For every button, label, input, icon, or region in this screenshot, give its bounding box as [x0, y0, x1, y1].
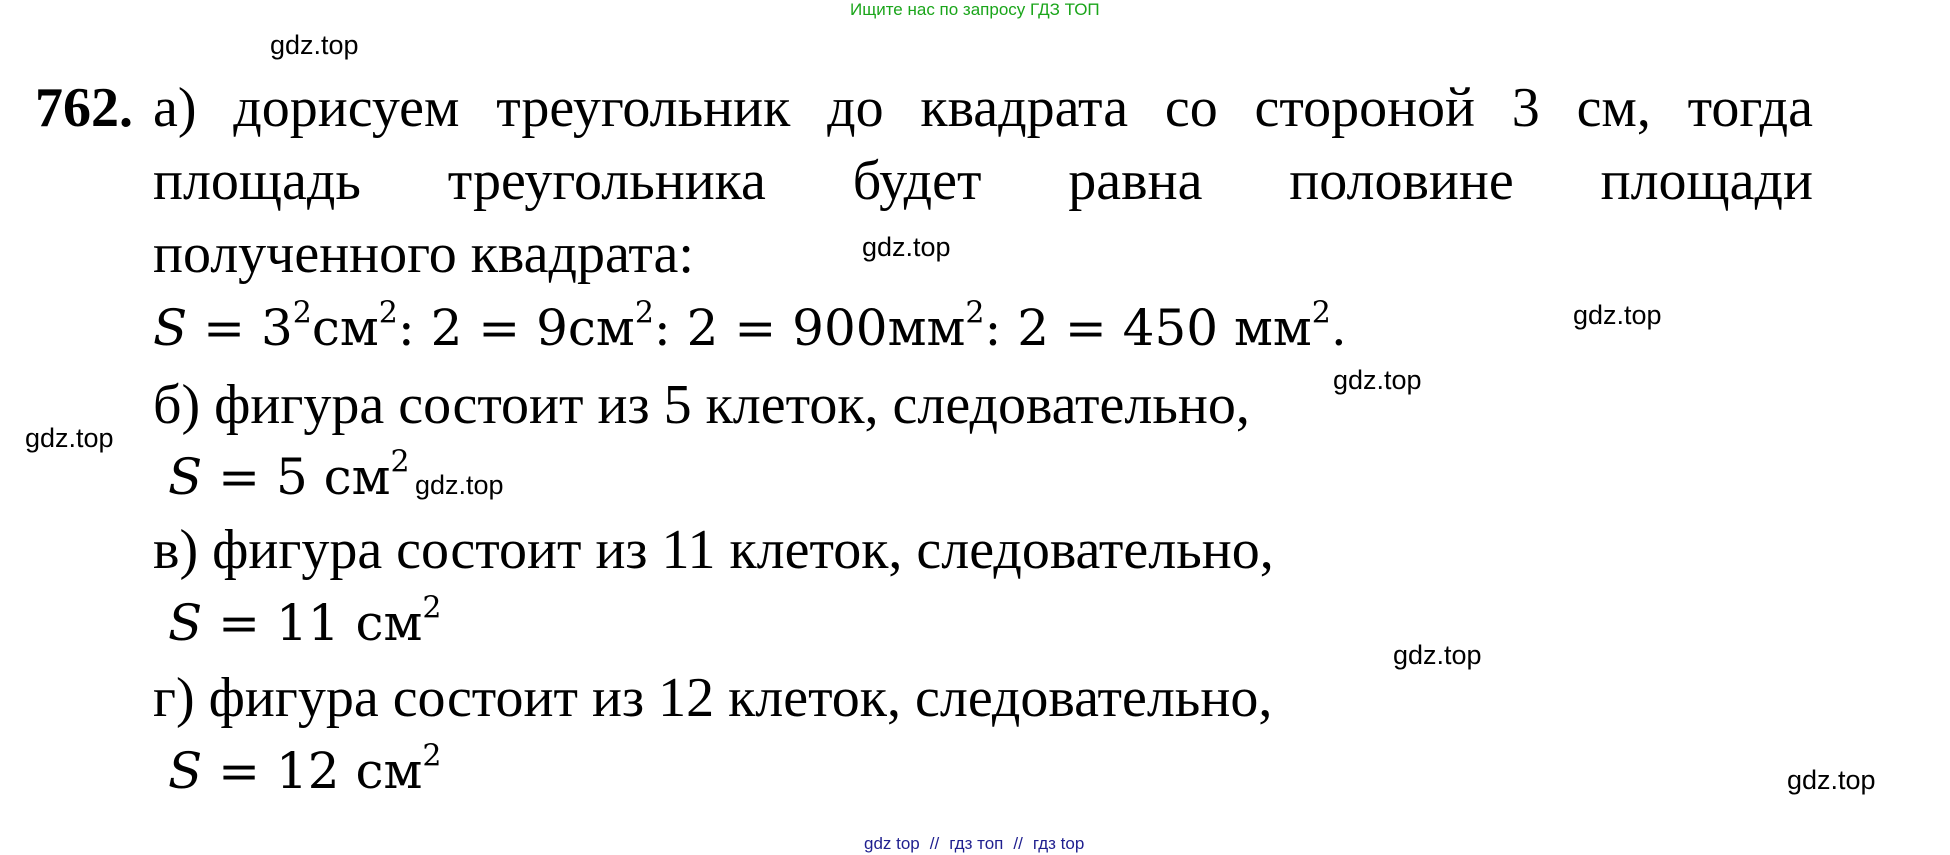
- word: см,: [1576, 77, 1651, 139]
- word: со: [1164, 77, 1218, 139]
- part-v-text: в) фигура состоит из 11 клеток, следовательно,: [153, 519, 1274, 581]
- part-a-formula: [153, 295, 1347, 357]
- formula-text: = 3: [187, 299, 293, 357]
- word: а): [153, 77, 197, 139]
- problem-number: 762.: [35, 77, 133, 139]
- part-b-text: б) фигура состоит из 5 клеток, следовательно,: [153, 374, 1250, 436]
- footer: [864, 834, 1084, 854]
- formula-text: = 11 см: [202, 594, 423, 652]
- part-a-line-1: [153, 77, 1813, 139]
- word: площадь: [153, 150, 361, 212]
- formula-text: = 12 см: [202, 742, 423, 800]
- footer-link[interactable]: гдз топ: [949, 834, 1004, 853]
- word: треугольник: [496, 77, 791, 139]
- word: стороной: [1254, 77, 1476, 139]
- word: 3: [1511, 77, 1540, 139]
- watermark: gdz.top: [1573, 300, 1662, 330]
- word: площади: [1600, 150, 1813, 212]
- exponent: 2: [390, 444, 410, 480]
- watermark: gdz.top: [1393, 640, 1482, 670]
- formula-text: : 2 = 900мм: [653, 299, 966, 357]
- word: равна: [1068, 150, 1203, 212]
- watermark: gdz.top: [1333, 365, 1422, 395]
- formula-text: см: [311, 299, 379, 357]
- word: квадрата: [920, 77, 1129, 139]
- formula-variable: S: [168, 742, 203, 800]
- formula-text: : 2 = 450 мм: [984, 299, 1312, 357]
- exponent: 2: [1311, 295, 1331, 331]
- formula-text: .: [1330, 299, 1347, 357]
- exponent: 2: [292, 295, 312, 331]
- formula-variable: S: [168, 594, 203, 652]
- exponent: 2: [634, 295, 654, 331]
- part-b-formula: [168, 444, 410, 506]
- watermark: gdz.top: [415, 470, 504, 500]
- footer-link[interactable]: gdz top: [864, 834, 920, 853]
- word: тогда: [1687, 77, 1813, 139]
- exponent: 2: [965, 295, 985, 331]
- watermark: gdz.top: [25, 423, 114, 453]
- footer-separator: //: [1013, 834, 1023, 853]
- part-a-line-3: полученного квадрата:: [153, 223, 694, 285]
- part-a-line-2: [153, 150, 1813, 212]
- footer-separator: //: [929, 834, 940, 853]
- exponent: 2: [422, 738, 442, 774]
- watermark: gdz.top: [270, 30, 359, 60]
- top-banner: Ищите нас по запросу ГДЗ ТОП: [850, 0, 1100, 19]
- part-v-formula: [168, 590, 442, 652]
- part-g-text: г) фигура состоит из 12 клеток, следовательно,: [153, 667, 1273, 729]
- watermark: gdz.top: [862, 232, 951, 262]
- formula-text: : 2 = 9см: [397, 299, 635, 357]
- part-g-formula: [168, 738, 442, 800]
- word: треугольника: [447, 150, 766, 212]
- formula-variable: S: [168, 448, 203, 506]
- exponent: 2: [378, 295, 398, 331]
- watermark: gdz.top: [1787, 765, 1876, 795]
- footer-link[interactable]: гдз top: [1032, 834, 1085, 853]
- formula-text: = 5 см: [202, 448, 391, 506]
- word: до: [827, 77, 884, 139]
- word: будет: [852, 150, 982, 212]
- exponent: 2: [422, 590, 442, 626]
- formula-variable: S: [153, 299, 188, 357]
- word: половине: [1289, 150, 1514, 212]
- word: дорисуем: [233, 77, 460, 139]
